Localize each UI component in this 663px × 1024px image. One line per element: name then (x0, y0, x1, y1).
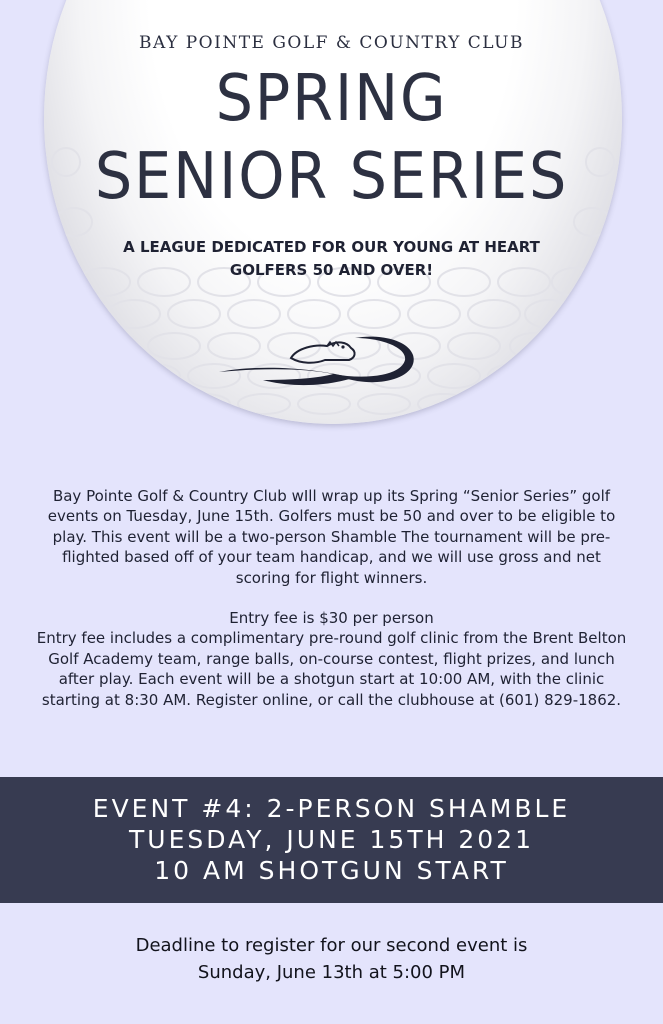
deadline-line-1: Deadline to register for our second event is (135, 935, 528, 956)
alligator-swoosh-logo (215, 330, 425, 400)
banner-line-1: EVENT #4: 2-PERSON SHAMBLE (92, 794, 571, 823)
entry-fee: Entry fee is $30 per person (229, 609, 434, 628)
tagline-line-1: A LEAGUE DEDICATED FOR OUR YOUNG AT HEART (123, 238, 540, 256)
club-name: BAY POINTE GOLF & COUNTRY CLUB (139, 33, 524, 53)
tagline-line-2: GOLFERS 50 AND OVER! (229, 261, 434, 279)
event-banner (0, 777, 663, 903)
event-description (36, 486, 627, 710)
banner-line-2: TUESDAY, JUNE 15TH 2021 (129, 825, 534, 854)
tagline (0, 236, 663, 282)
banner-line-3: 10 AM SHOTGUN START (154, 856, 509, 885)
title-line-2: SENIOR SERIES (94, 140, 569, 214)
title-line-1: SPRING (215, 62, 448, 136)
description-paragraph-1: Bay Pointe Golf & Country Club wIll wrap up its Spring “Senior Series” golf events on Tuesday, June 15th. Golfers must be 50 and over to be eligible to play. This event will be a two-person Shamble The tournament will be pre-flighted based off of your team handicap, and we will use gross and net scoring for flight winners. (47, 487, 616, 587)
registration-deadline (0, 932, 663, 986)
description-paragraph-2: Entry fee includes a complimentary pre-round golf clinic from the Brent Belton Golf Academy team, range balls, on-course contest, flight prizes, and lunch after play. Each event will be a shotgun start at 10:00 AM, with the clinic starting at 8:30 AM. Register online, or call the clubhouse at (601) 829-1862. (36, 629, 627, 709)
deadline-line-2: Sunday, June 13th at 5:00 PM (197, 962, 466, 983)
